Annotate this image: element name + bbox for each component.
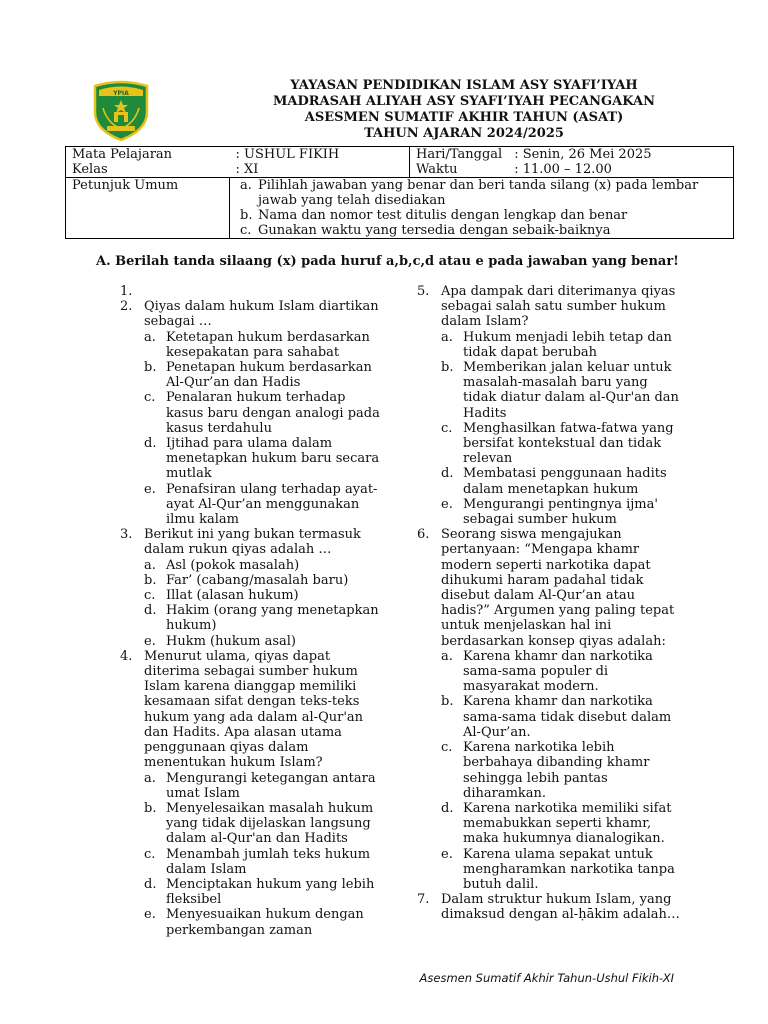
option-text: Hakim (orang yang menetapkan hukum) bbox=[166, 603, 379, 634]
question-number: 1. bbox=[120, 284, 133, 299]
question-number: 7. bbox=[417, 892, 430, 908]
answer-option bbox=[441, 649, 685, 695]
question bbox=[417, 892, 685, 922]
answer-option bbox=[144, 360, 380, 390]
petunjuk-label: Petunjuk Umum bbox=[66, 178, 230, 239]
option-letter: a. bbox=[441, 329, 453, 345]
kelas-label: Kelas bbox=[66, 162, 230, 178]
petunjuk-letter: c. bbox=[240, 223, 252, 238]
option-text: Menyelesaikan masalah hukum yang tidak dijelaskan langsung dalam al-Qur'an dan Hadits bbox=[166, 800, 374, 847]
answer-option bbox=[144, 558, 380, 573]
option-letter: a. bbox=[441, 648, 453, 664]
option-text: Ketetapan hukum berdasarkan kesepakatan para sahabat bbox=[166, 329, 370, 360]
mapel-label: Mata Pelajaran bbox=[66, 147, 230, 163]
page-footer: Asesmen Sumatif Akhir Tahun-Ushul Fikih-XI bbox=[419, 971, 674, 985]
option-letter: d. bbox=[144, 876, 157, 892]
petunjuk-item bbox=[240, 223, 727, 238]
answer-option bbox=[441, 801, 685, 847]
option-text: Karena narkotika memiliki sifat memabukkan seperti khamr, maka hukumnya dianalogikan. bbox=[463, 800, 672, 847]
option-text: Karena ulama sepakat untuk mengharamkan narkotika tanpa butuh dalil. bbox=[463, 846, 675, 892]
answer-option bbox=[144, 847, 380, 877]
answer-option bbox=[441, 330, 685, 360]
header-foundation: YAYASAN PENDIDIKAN ISLAM ASY SYAFI’IYAH bbox=[290, 78, 638, 93]
hari-value: : Senin, 26 Mei 2025 bbox=[508, 147, 733, 163]
answer-option bbox=[144, 877, 380, 907]
question-block bbox=[120, 649, 380, 938]
option-text: Menghasilkan fatwa-fatwa yang bersifat kontekstual dan tidak relevan bbox=[463, 420, 674, 467]
option-text: Hukum menjadi lebih tetap dan tidak dapat berubah bbox=[463, 329, 672, 360]
option-letter: a. bbox=[144, 770, 156, 786]
header-year: TAHUN AJARAN 2024/2025 bbox=[364, 126, 564, 141]
question-number: 3. bbox=[120, 527, 133, 543]
option-letter: d. bbox=[144, 603, 157, 619]
petunjuk-list bbox=[240, 178, 727, 238]
option-text: Asl (pokok masalah) bbox=[166, 557, 300, 573]
answer-option bbox=[441, 497, 685, 527]
petunjuk-item bbox=[240, 208, 727, 223]
answer-option bbox=[441, 360, 685, 421]
answer-option bbox=[144, 907, 380, 937]
question bbox=[120, 649, 380, 771]
option-text: Membatasi penggunaan hadits dalam menetapkan hukum bbox=[463, 466, 667, 497]
option-text: Mengurangi pentingnya ijma' sebagai sumber hukum bbox=[463, 496, 658, 528]
option-letter: b. bbox=[144, 800, 157, 816]
answer-option bbox=[144, 573, 380, 588]
option-letter: e. bbox=[441, 496, 453, 512]
question-text: Berikut ini yang bukan termasuk dalam rukun qiyas adalah … bbox=[144, 527, 361, 558]
petunjuk-letter: a. bbox=[240, 178, 252, 193]
question bbox=[120, 299, 380, 329]
question bbox=[120, 527, 380, 557]
question-number: 4. bbox=[120, 648, 133, 664]
exam-info-table bbox=[65, 146, 734, 239]
option-text: Menyesuaikan hukum dengan perkembangan zaman bbox=[166, 907, 364, 938]
option-letter: e. bbox=[144, 481, 156, 497]
kelas-value: : XI bbox=[230, 162, 410, 178]
petunjuk-item bbox=[240, 178, 727, 208]
option-letter: b. bbox=[144, 572, 157, 588]
questions-column-left bbox=[120, 284, 380, 938]
answer-option bbox=[441, 421, 685, 467]
option-letter: d. bbox=[441, 466, 454, 482]
question-text bbox=[144, 284, 380, 299]
hari-label: Hari/Tanggal bbox=[410, 147, 509, 163]
option-text: Memberikan jalan keluar untuk masalah-masalah baru yang tidak diatur dalam al-Qur'an dan Hadits bbox=[463, 360, 679, 421]
option-letter: c. bbox=[144, 846, 156, 862]
question bbox=[417, 284, 685, 330]
answer-option bbox=[144, 482, 380, 528]
option-letter: c. bbox=[144, 588, 156, 604]
question-block bbox=[417, 892, 685, 922]
option-text: Far’ (cabang/masalah baru) bbox=[166, 572, 349, 588]
answer-option bbox=[144, 330, 380, 360]
option-letter: b. bbox=[441, 694, 454, 710]
option-letter: a. bbox=[144, 557, 156, 573]
question-block bbox=[417, 527, 685, 892]
question-block bbox=[417, 284, 685, 527]
question-text: Dalam struktur hukum Islam, yang dimaksud dengan al-ḥākim adalah… bbox=[441, 892, 680, 923]
question bbox=[417, 527, 685, 649]
question-number: 6. bbox=[417, 527, 430, 543]
header-school: MADRASAH ALIYAH ASY SYAFI’IYAH PECANGAKAN bbox=[273, 94, 655, 109]
logo-text: YPIA bbox=[113, 90, 129, 97]
option-letter: c. bbox=[441, 740, 453, 756]
answer-option bbox=[441, 847, 685, 893]
answer-option bbox=[144, 771, 380, 801]
option-text: Mengurangi ketegangan antara umat Islam bbox=[166, 770, 376, 801]
petunjuk-text: Nama dan nomor test ditulis dengan lengkap dan benar bbox=[258, 208, 628, 223]
petunjuk-text: Pilihlah jawaban yang benar dan beri tanda silang (x) pada lembar jawab yang telah disediakan bbox=[258, 178, 699, 208]
answer-option bbox=[144, 801, 380, 847]
question-text: Menurut ulama, qiyas dapat diterima sebagai sumber hukum Islam karena dianggap memiliki kesamaan sifat dengan teks-teks hukum yang ada dalam al-Qur'an dan Hadits. Apa alasan utama penggunaan qiyas dalam menentukan hukum Islam? bbox=[144, 648, 364, 771]
option-letter: a. bbox=[144, 329, 156, 345]
answer-option bbox=[441, 466, 685, 496]
option-text: Karena narkotika lebih berbahaya dibanding khamr sehingga lebih pantas diharamkan. bbox=[463, 740, 650, 801]
answer-option bbox=[441, 694, 685, 740]
question-number: 2. bbox=[120, 299, 133, 315]
option-text: Hukm (hukum asal) bbox=[166, 633, 296, 649]
waktu-label: Waktu bbox=[410, 162, 509, 178]
option-text: Illat (alasan hukum) bbox=[166, 588, 299, 604]
answer-option bbox=[441, 740, 685, 801]
school-logo-icon bbox=[89, 78, 153, 142]
question-text: Qiyas dalam hukum Islam diartikan sebagai … bbox=[144, 299, 379, 330]
question-block bbox=[120, 299, 380, 527]
option-letter: b. bbox=[441, 360, 454, 376]
question-number: 5. bbox=[417, 284, 430, 299]
option-text: Karena khamr dan narkotika sama-sama populer di masyarakat modern. bbox=[463, 648, 653, 695]
option-text: Menambah jumlah teks hukum dalam Islam bbox=[166, 846, 371, 877]
section-a-title: A. Berilah tanda silaang (x) pada huruf a,b,c,d atau e pada jawaban yang benar! bbox=[96, 254, 679, 269]
questions-column-right bbox=[417, 284, 685, 923]
mapel-value: : USHUL FIKIH bbox=[230, 147, 410, 163]
answer-option bbox=[144, 588, 380, 603]
question bbox=[120, 284, 380, 299]
answer-option bbox=[144, 603, 380, 633]
option-letter: d. bbox=[144, 436, 157, 452]
option-text: Penalaran hukum terhadap kasus baru dengan analogi pada kasus terdahulu bbox=[166, 390, 380, 436]
option-letter: d. bbox=[441, 800, 454, 816]
answer-option bbox=[144, 436, 380, 482]
answer-option bbox=[144, 634, 380, 649]
option-text: Ijtihad para ulama dalam menetapkan hukum baru secara mutlak bbox=[166, 436, 380, 482]
question-text: Seorang siswa mengajukan pertanyaan: “Mengapa khamr modern seperti narkotika dapat dihukumi haram padahal tidak disebut dalam Al-Qur’an atau hadis?” Argumen yang paling tepat untuk menjelaskan hal ini berdasarkan konsep qiyas adalah: bbox=[441, 527, 675, 649]
option-text: Karena khamr dan narkotika sama-sama tidak disebut dalam Al-Qur’an. bbox=[463, 694, 672, 740]
option-letter: e. bbox=[144, 633, 156, 649]
petunjuk-letter: b. bbox=[240, 208, 253, 223]
option-letter: c. bbox=[441, 420, 453, 436]
header-exam: ASESMEN SUMATIF AKHIR TAHUN (ASAT) bbox=[304, 110, 624, 125]
waktu-value: : 11.00 – 12.00 bbox=[508, 162, 733, 178]
option-letter: c. bbox=[144, 390, 156, 406]
answer-option bbox=[144, 390, 380, 436]
option-text: Penafsiran ulang terhadap ayat-ayat Al-Qur’an menggunakan ilmu kalam bbox=[166, 481, 378, 528]
question-text: Apa dampak dari diterimanya qiyas sebagai salah satu sumber hukum dalam Islam? bbox=[441, 284, 676, 330]
option-letter: b. bbox=[144, 360, 157, 376]
option-letter: e. bbox=[441, 846, 453, 862]
question-block bbox=[120, 284, 380, 299]
question-block bbox=[120, 527, 380, 649]
option-text: Menciptakan hukum yang lebih fleksibel bbox=[166, 876, 375, 908]
option-text: Penetapan hukum berdasarkan Al-Qur’an dan Hadis bbox=[166, 360, 372, 391]
option-letter: e. bbox=[144, 907, 156, 923]
document-header bbox=[190, 78, 738, 142]
petunjuk-text: Gunakan waktu yang tersedia dengan sebaik-baiknya bbox=[258, 223, 611, 238]
